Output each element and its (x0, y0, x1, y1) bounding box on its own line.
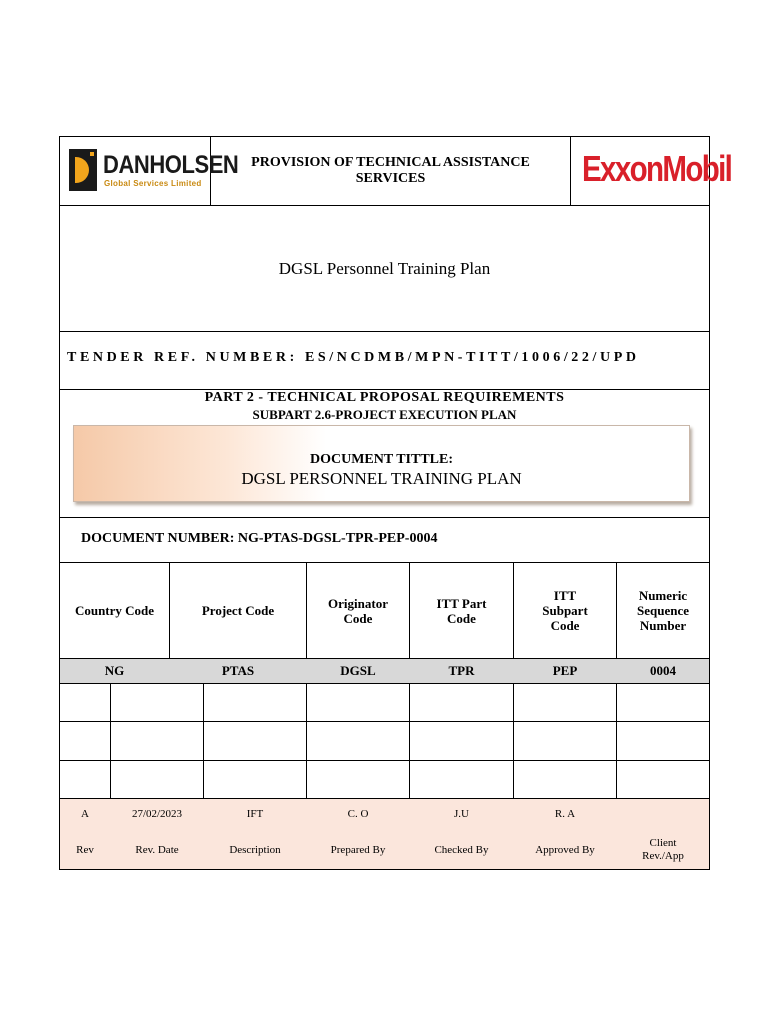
label-prepared-by: Prepared By (330, 843, 386, 856)
main-title: DGSL Personnel Training Plan (278, 258, 491, 278)
subpart-title: SUBPART 2.6-PROJECT EXECUTION PLAN (252, 407, 517, 422)
prepared-by-cell: C. O (347, 808, 369, 820)
tender-reference: TENDER REF. NUMBER: ES/NCDMB/MPN-TITT/1006/22/UPD (67, 350, 640, 365)
danholsen-logo-icon (69, 149, 97, 191)
label-description: Description (229, 843, 281, 856)
header-title-line2: SERVICES (355, 171, 426, 186)
label-client-rev-app: Client Rev./App (642, 837, 684, 862)
label-rev-date: Rev. Date (135, 843, 179, 856)
divider (59, 331, 710, 332)
document-title-value: DGSL PERSONNEL TRAINING PLAN (241, 469, 522, 488)
document-number: DOCUMENT NUMBER: NG-PTAS-DGSL-TPR-PEP-0004 (81, 531, 438, 546)
label-rev: Rev (76, 843, 94, 856)
divider (59, 721, 710, 722)
rev-date-cell: 27/02/2023 (131, 808, 183, 820)
divider (59, 760, 710, 761)
code-value-project: PTAS (221, 663, 255, 678)
rev-cell: A (81, 808, 89, 820)
code-value-originator: DGSL (340, 663, 376, 678)
column-header-numeric-sequence: Numeric Sequence Number (637, 588, 689, 633)
client-rev-cell (617, 799, 709, 830)
header-title (211, 137, 570, 205)
divider (570, 136, 571, 205)
column-header-country-code: Country Code (74, 603, 155, 618)
column-header-itt-subpart-code: ITT Subpart Code (542, 588, 588, 633)
approved-by-cell: R. A (554, 808, 576, 820)
column-header-originator-code: Originator Code (328, 595, 388, 626)
column-header-project-code: Project Code (201, 603, 275, 618)
header-title-line1: PROVISION OF TECHNICAL ASSISTANCE (251, 155, 530, 170)
checked-by-cell: J.U (454, 808, 469, 820)
code-value-itt-part: TPR (448, 663, 475, 678)
column-header-itt-part-code: ITT Part Code (436, 595, 487, 626)
company-logo-subtitle: Global Services Limited (104, 179, 202, 188)
code-value-country: NG (104, 663, 125, 678)
document-title-label: DOCUMENT TITTLE: (309, 452, 453, 467)
part-title: PART 2 - TECHNICAL PROPOSAL REQUIREMENTS (204, 390, 565, 405)
label-checked-by: Checked By (434, 843, 489, 856)
exxonmobil-logo: ExxonMobil (582, 148, 732, 189)
code-value-itt-subpart: PEP (552, 663, 578, 678)
divider (59, 683, 710, 684)
divider (59, 517, 710, 518)
code-value-sequence: 0004 (650, 663, 676, 678)
label-approved-by: Approved By (535, 843, 595, 856)
company-logo-name: DANHOLSEN (103, 151, 239, 179)
description-cell: IFT (246, 808, 264, 820)
